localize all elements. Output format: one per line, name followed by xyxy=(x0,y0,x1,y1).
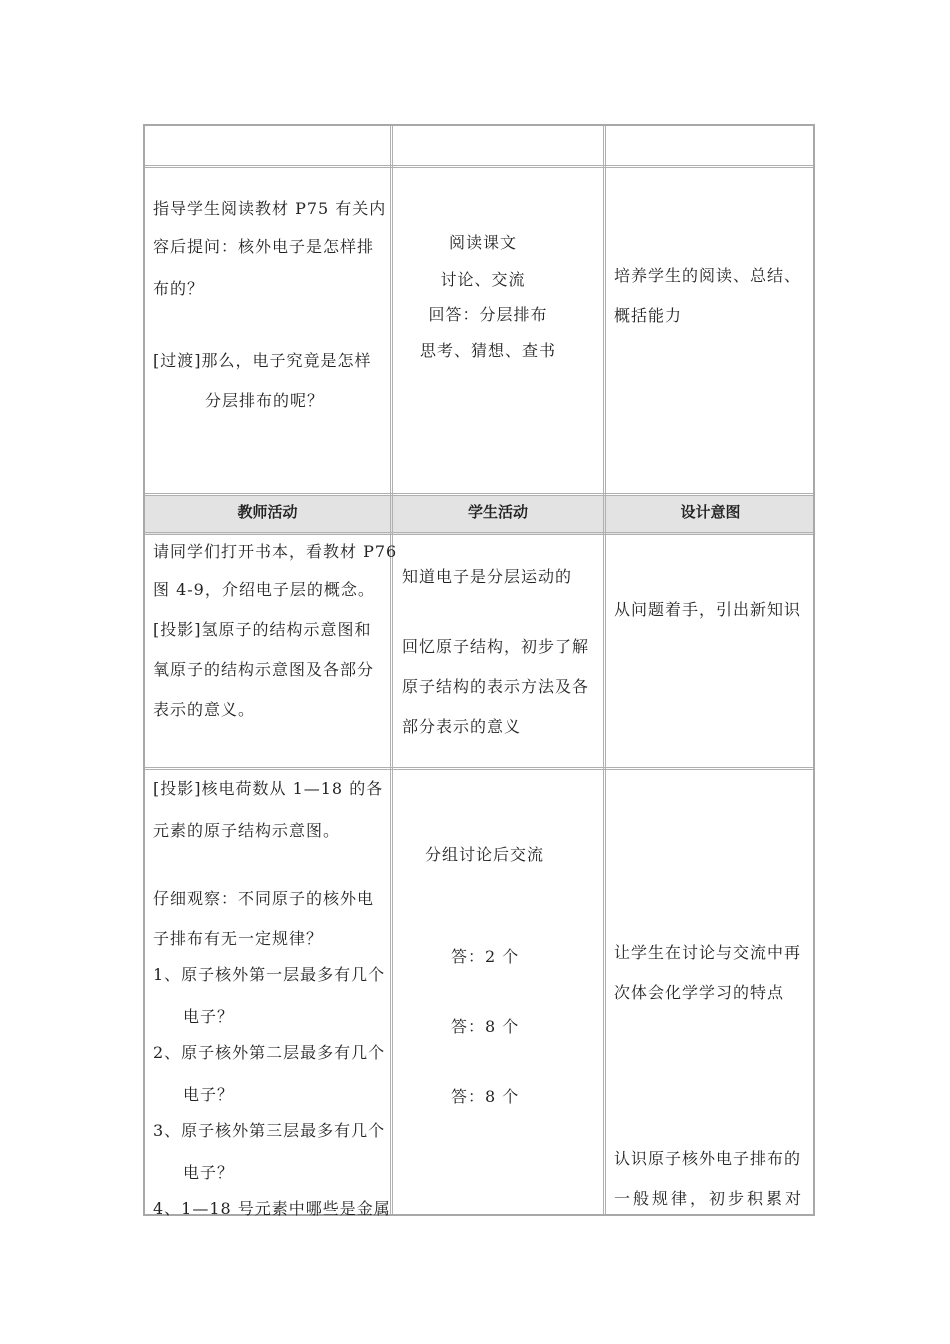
column-divider xyxy=(603,126,606,1214)
text-line: 氧原子的结构示意图及各部分 xyxy=(153,660,375,679)
text-line: 请同学们打开书本，看教材 P76 xyxy=(153,542,398,561)
text-line: 指导学生阅读教材 P75 有关内 xyxy=(153,199,387,218)
text-line: 子排布有无一定规律？ xyxy=(153,929,324,948)
text-line: 一般规律，初步积累对 xyxy=(614,1189,805,1208)
row-divider xyxy=(145,767,813,770)
text-line: [投影]氢原子的结构示意图和 xyxy=(153,620,372,639)
header-teacher: 教师活动 xyxy=(237,503,298,521)
row-divider xyxy=(145,532,813,535)
text-line: 布的？ xyxy=(153,279,205,298)
text-line: 概括能力 xyxy=(614,306,683,325)
text-line: 部分表示的意义 xyxy=(402,717,522,736)
text-line: 原子结构的表示方法及各 xyxy=(402,677,590,696)
text-line: 1、原子核外第一层最多有几个 xyxy=(153,965,386,984)
text-line: 2、原子核外第二层最多有几个 xyxy=(153,1043,386,1062)
text-line: 4、1—18 号元素中哪些是金属 xyxy=(153,1199,391,1218)
text-line: 思考、猜想、查书 xyxy=(419,341,556,360)
text-line: 分组讨论后交流 xyxy=(425,845,545,864)
text-line: 元素的原子结构示意图。 xyxy=(153,821,341,840)
text-line: 讨论、交流 xyxy=(440,270,526,289)
text-line: 电子？ xyxy=(183,1085,235,1104)
text-line: 答：8 个 xyxy=(451,1017,520,1036)
text-line: 表示的意义。 xyxy=(153,700,256,719)
text-line: 从问题着手，引出新知识 xyxy=(614,600,802,619)
text-line: 电子？ xyxy=(183,1007,235,1026)
text-line: 答：2 个 xyxy=(451,947,520,966)
text-line: 图 4-9，介绍电子层的概念。 xyxy=(153,580,375,599)
text-line: [过渡]那么，电子究竟是怎样 xyxy=(153,351,372,370)
text-line: 知道电子是分层运动的 xyxy=(402,567,573,586)
text-line: 答：8 个 xyxy=(451,1087,520,1106)
header-student: 学生活动 xyxy=(467,503,528,521)
text-line: 分层排布的呢？ xyxy=(205,391,325,410)
text-line: 次体会化学学习的特点 xyxy=(614,983,785,1002)
row-divider xyxy=(145,493,813,496)
lesson-plan-table xyxy=(143,124,815,1216)
text-line: 仔细观察：不同原子的核外电 xyxy=(153,889,375,908)
text-line: 3、原子核外第三层最多有几个 xyxy=(153,1121,386,1140)
text-line: 容后提问：核外电子是怎样排 xyxy=(153,237,375,256)
text-line: 回答：分层排布 xyxy=(428,305,548,324)
header-intent: 设计意图 xyxy=(680,503,741,521)
text-line: [投影]核电荷数从 1—18 的各 xyxy=(153,779,384,798)
row-divider xyxy=(145,165,813,168)
text-line: 认识原子核外电子排布的 xyxy=(614,1149,802,1168)
text-line: 阅读课文 xyxy=(448,233,517,252)
text-line: 培养学生的阅读、总结、 xyxy=(614,266,802,285)
text-line: 让学生在讨论与交流中再 xyxy=(614,943,802,962)
text-line: 电子？ xyxy=(183,1163,235,1182)
text-line: 回忆原子结构，初步了解 xyxy=(402,637,590,656)
